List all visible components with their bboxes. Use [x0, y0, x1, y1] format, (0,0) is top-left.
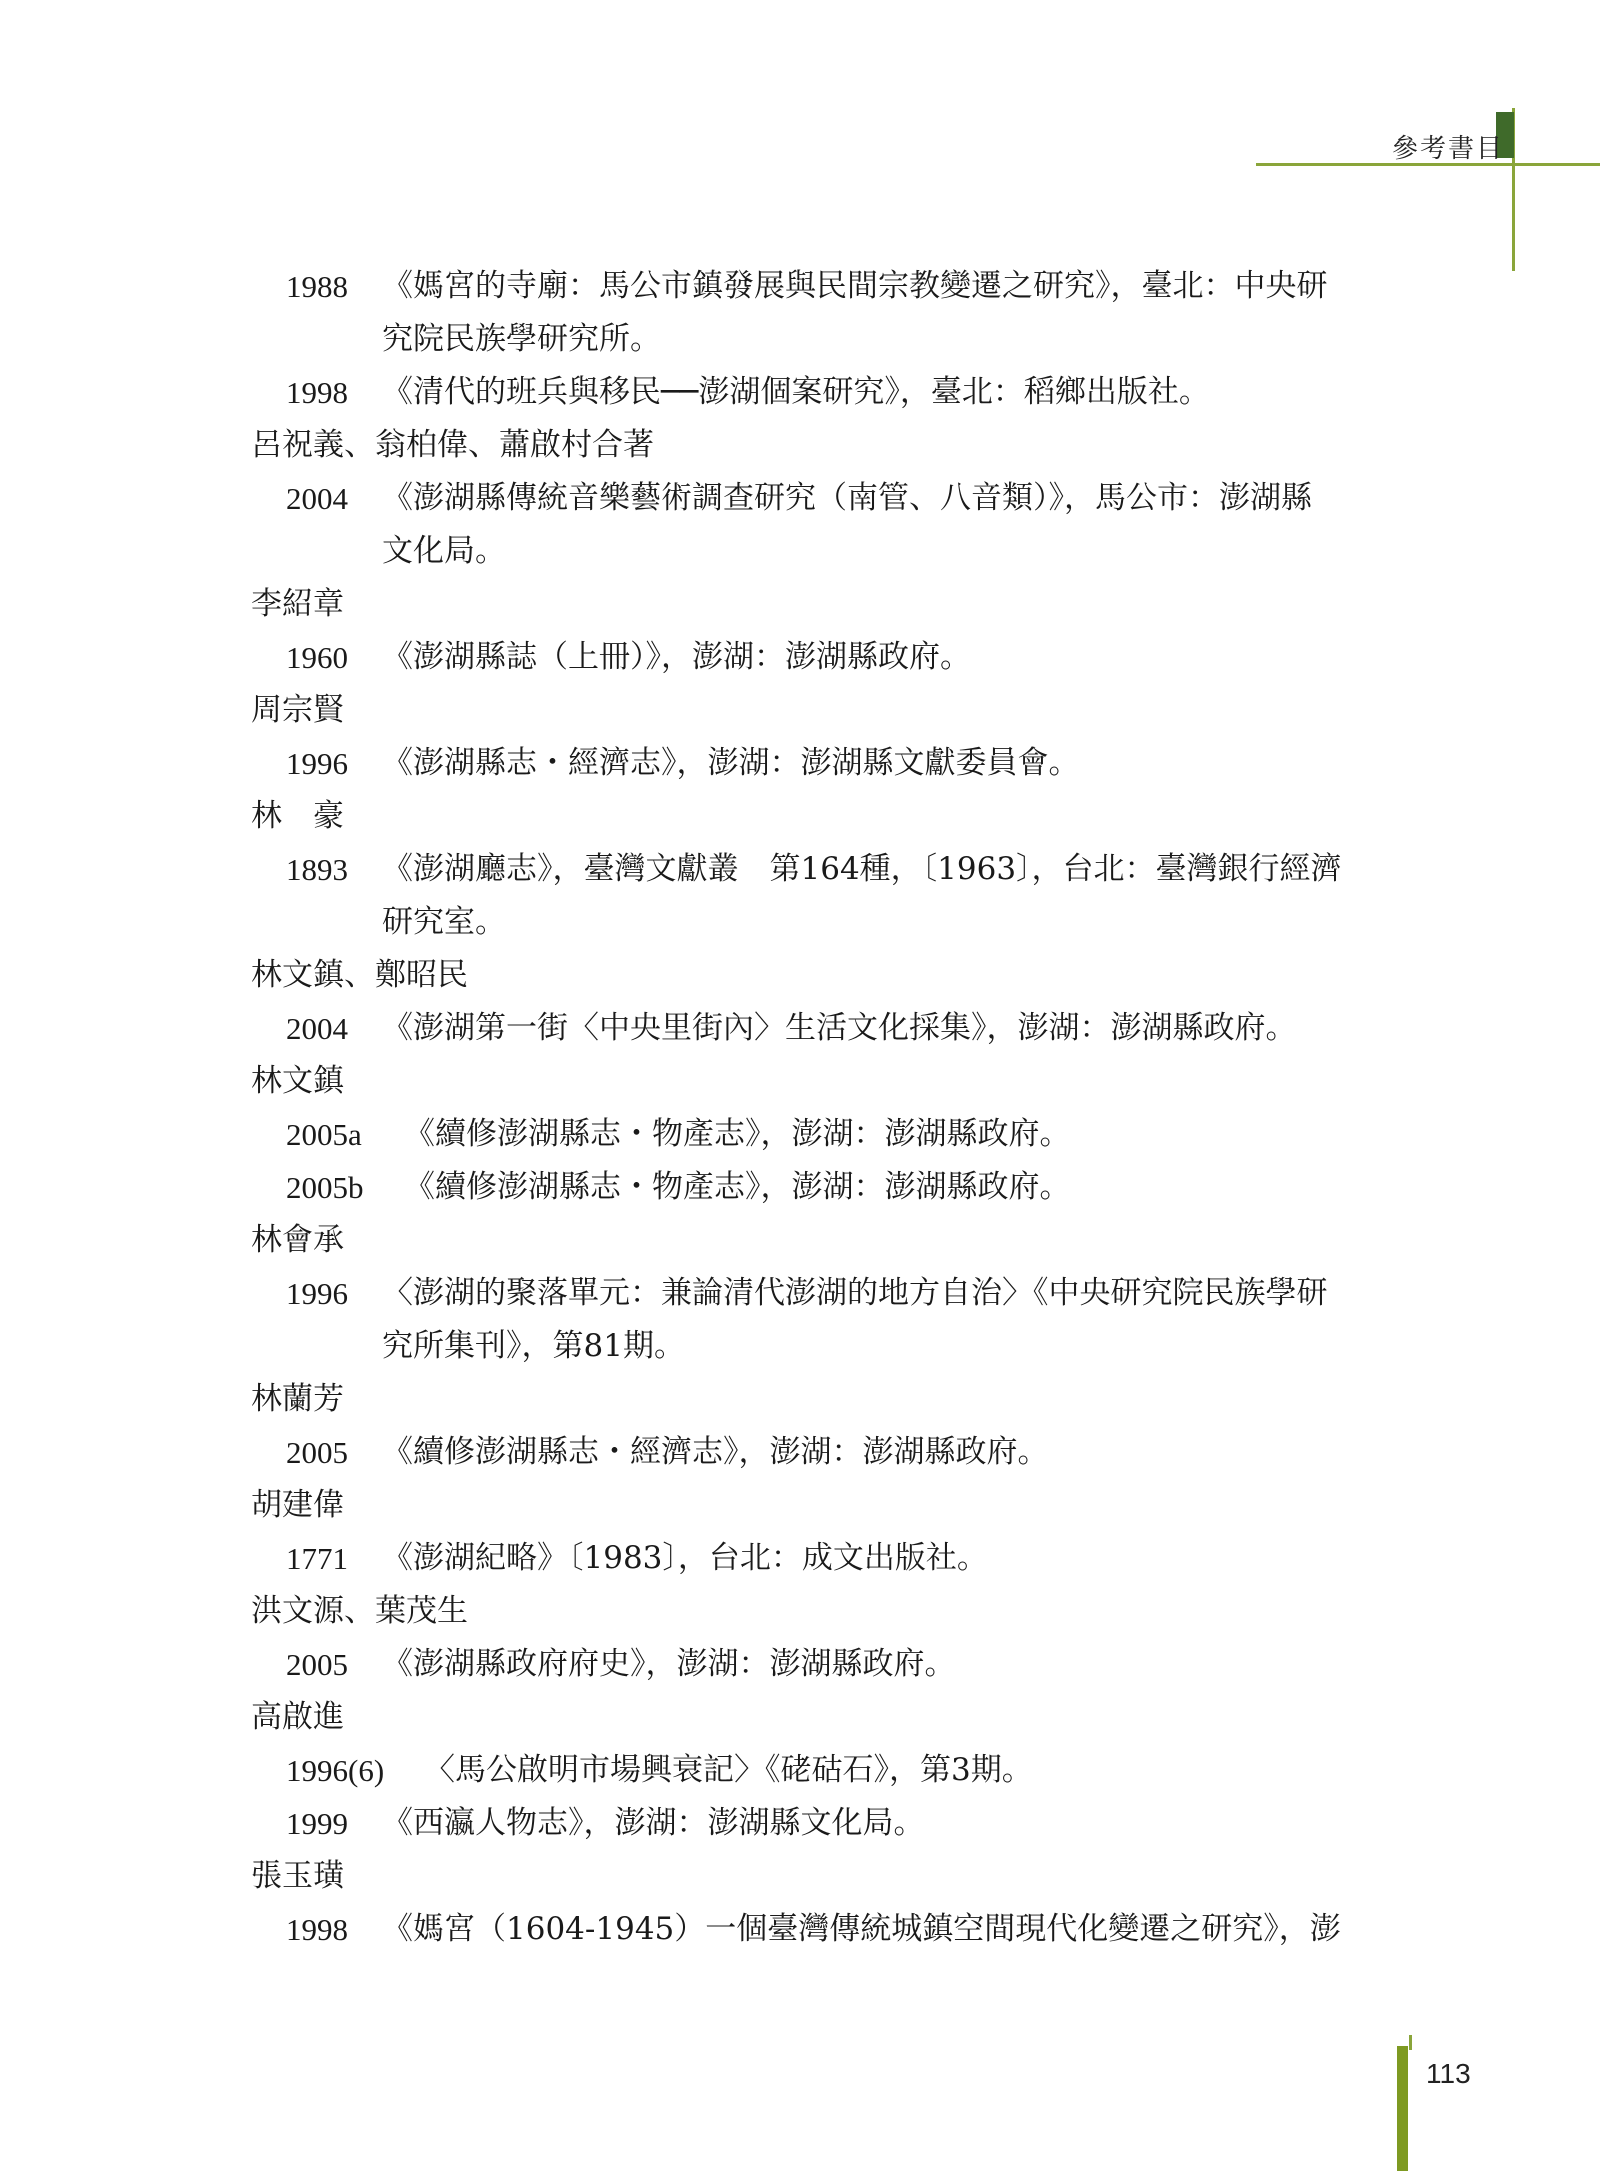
entry-text — [320, 1161, 1414, 1214]
entry-title: 《媽宮（1604-1945）一個臺灣傳統城鎮空間現代化變遷之研究》，澎 — [382, 1911, 1341, 1947]
author-name: 高啟進 — [251, 1699, 344, 1735]
entry-year: 1960 — [286, 640, 348, 675]
entry-text — [320, 1797, 1392, 1850]
author-name: 胡建偉 — [251, 1487, 344, 1523]
entry-title: 《澎湖縣誌（上冊）》，澎湖：澎湖縣政府。 — [382, 639, 971, 675]
entry-title: 《續修澎湖縣志・物產志》，澎湖：澎湖縣政府。 — [404, 1116, 1071, 1152]
author-name: 林 豪 — [251, 798, 344, 834]
bibliography-entry — [251, 366, 1431, 419]
bibliography-entry — [251, 1426, 1431, 1479]
bibliography-entry — [251, 1161, 1431, 1214]
bibliography-entry — [251, 1744, 1431, 1797]
entry-year: 1988 — [286, 269, 348, 304]
bibliography-entry — [251, 1108, 1431, 1161]
entry-text — [320, 366, 1392, 419]
bibliography-entry — [251, 843, 1431, 949]
entry-continuation: 究院民族學研究所。 — [382, 321, 661, 357]
entry-title: 《續修澎湖縣志・物產志》，澎湖：澎湖縣政府。 — [404, 1169, 1071, 1205]
entry-year: 1998 — [286, 375, 348, 410]
entry-year: 2005 — [286, 1435, 348, 1470]
entry-title: 《澎湖第一街〈中央里街內〉生活文化採集》，澎湖：澎湖縣政府。 — [382, 1010, 1297, 1046]
bibliography-entry — [251, 1002, 1431, 1055]
running-header: 參考書目 — [1391, 134, 1504, 164]
entry-year: 2005 — [286, 1647, 348, 1682]
entry-year: 1771 — [286, 1541, 348, 1576]
entry-title: 《澎湖紀略》〔1983〕，台北：成文出版社。 — [382, 1540, 988, 1576]
author-name: 林文鎮、鄭昭民 — [251, 957, 468, 993]
bibliography-entry — [251, 1638, 1431, 1691]
bibliography-entry — [251, 1797, 1431, 1850]
entry-year: 2004 — [286, 481, 348, 516]
entry-year: 1998 — [286, 1912, 348, 1947]
author-name: 洪文源、葉茂生 — [251, 1593, 468, 1629]
bibliography-list — [251, 260, 1431, 1956]
entry-title: 〈澎湖的聚落單元：兼論清代澎湖的地方自治〉《中央研究院民族學研 — [382, 1275, 1328, 1311]
bibliography-entry — [251, 472, 1431, 578]
entry-text — [320, 1426, 1392, 1479]
bibliography-entry — [251, 737, 1431, 790]
entry-title: 《西瀛人物志》，澎湖：澎湖縣文化局。 — [382, 1805, 925, 1841]
entry-title: 《澎湖縣志・經濟志》，澎湖：澎湖縣文獻委員會。 — [382, 745, 1080, 781]
bibliography-entry — [251, 260, 1431, 366]
author-name: 林文鎮 — [251, 1063, 344, 1099]
entry-year: 2005a — [286, 1117, 362, 1152]
entry-continuation: 究所集刊》，第81期。 — [382, 1328, 685, 1364]
entry-title: 《澎湖廳志》，臺灣文獻叢 第164種，〔1963〕，台北：臺灣銀行經濟 — [382, 851, 1342, 887]
entry-year: 1996(6) — [286, 1753, 385, 1788]
entry-text — [320, 472, 1392, 578]
entry-year: 2005b — [286, 1170, 364, 1205]
bibliography-entry — [251, 1532, 1431, 1585]
bibliography-entry — [251, 631, 1431, 684]
author-name: 林會承 — [251, 1222, 344, 1258]
entry-text — [320, 1002, 1392, 1055]
entry-text — [320, 260, 1392, 366]
entry-continuation: 研究室。 — [382, 904, 506, 940]
bibliography-entry — [251, 1267, 1431, 1373]
entry-text — [320, 843, 1392, 949]
page-number: 113 — [1426, 2058, 1471, 2089]
entry-text — [320, 1638, 1392, 1691]
author-name: 林蘭芳 — [251, 1381, 344, 1417]
author-name: 張玉璜 — [251, 1858, 344, 1894]
entry-text — [320, 1903, 1392, 1956]
entry-text — [320, 1532, 1392, 1585]
entry-text — [320, 1108, 1414, 1161]
entry-year: 1996 — [286, 1276, 348, 1311]
entry-year: 1999 — [286, 1806, 348, 1841]
entry-year: 1996 — [286, 746, 348, 781]
entry-title: 《澎湖縣政府府史》，澎湖：澎湖縣政府。 — [382, 1646, 956, 1682]
footer-vertical-bar — [1397, 2046, 1408, 2171]
entry-text — [320, 737, 1392, 790]
footer-accent-rule — [1409, 2035, 1412, 2050]
entry-title: 《澎湖縣傳統音樂藝術調查研究（南管、八音類）》，馬公市：澎湖縣 — [382, 480, 1312, 516]
author-name: 李紹章 — [251, 586, 344, 622]
entry-year: 2004 — [286, 1011, 348, 1046]
entry-title: 《續修澎湖縣志・經濟志》，澎湖：澎湖縣政府。 — [382, 1434, 1049, 1470]
author-name: 周宗賢 — [251, 692, 344, 728]
entry-title: 〈馬公啟明市場興衰記〉《硓𥑮石》，第3期。 — [424, 1752, 1033, 1788]
entry-title: 《清代的班兵與移民──澎湖個案研究》，臺北：稻鄉出版社。 — [382, 374, 1210, 410]
entry-continuation: 文化局。 — [382, 533, 506, 569]
entry-text — [320, 1744, 1431, 1797]
entry-text — [320, 1267, 1392, 1373]
entry-text — [320, 631, 1392, 684]
author-name: 呂祝義、翁柏偉、蕭啟村合著 — [251, 427, 654, 463]
bibliography-entry — [251, 1903, 1431, 1956]
entry-year: 1893 — [286, 852, 348, 887]
entry-title: 《媽宮的寺廟：馬公市鎮發展與民間宗教變遷之研究》，臺北：中央研 — [382, 268, 1328, 304]
